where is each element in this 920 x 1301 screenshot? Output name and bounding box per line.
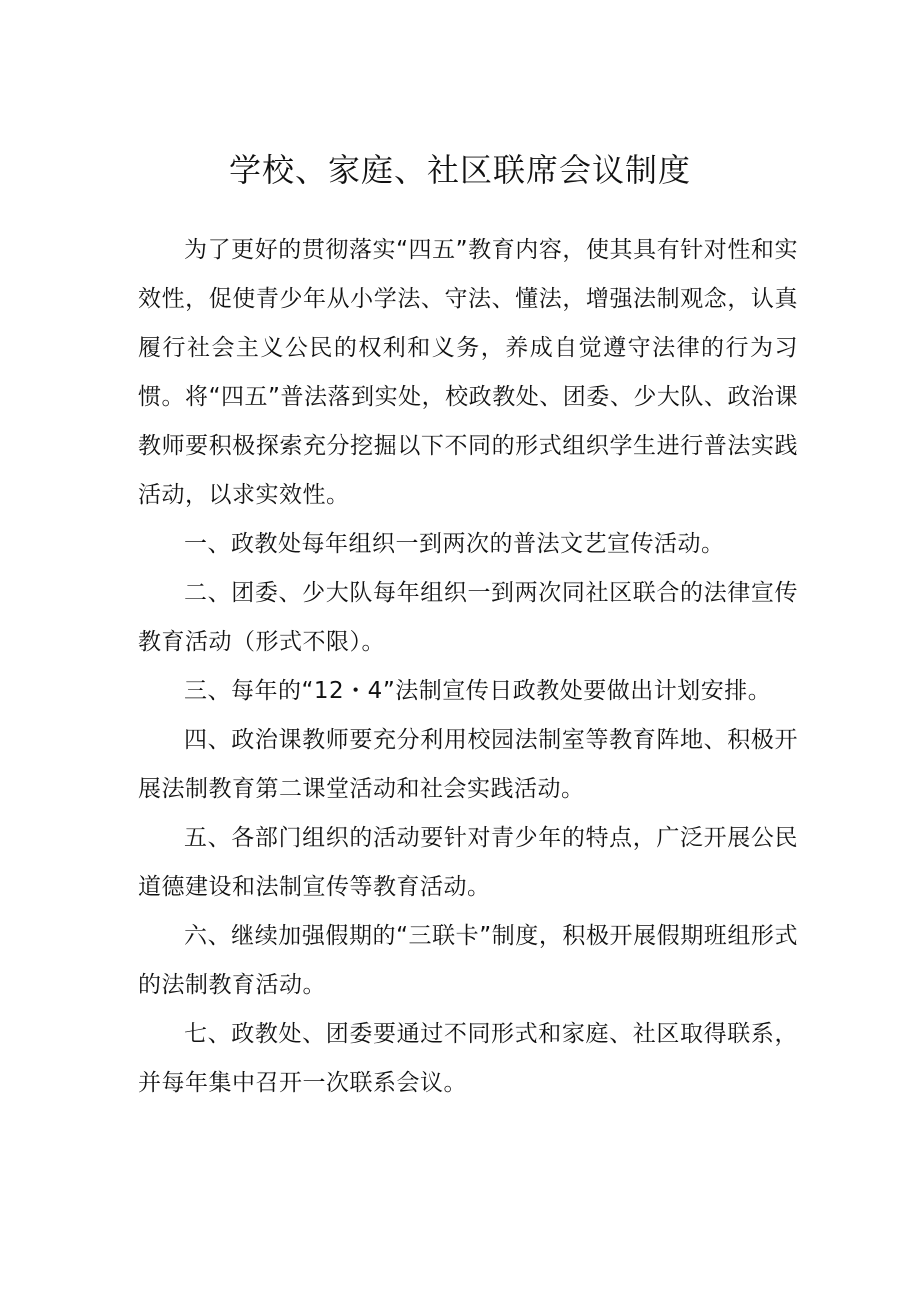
paragraph-item-4: 四、政治课教师要充分利用校园法制室等教育阵地、积极开展法制教育第二课堂活动和社会实践活动。 bbox=[138, 727, 798, 802]
document-title: 学校、家庭、社区联席会议制度 bbox=[228, 151, 691, 189]
document-body bbox=[138, 226, 798, 1108]
paragraph-item-7: 七、政教处、团委要通过不同形式和家庭、社区取得联系，并每年集中召开一次联系会议。 bbox=[138, 1021, 798, 1096]
paragraph-intro: 为了更好的贯彻落实“四五”教育内容，使其具有针对性和实效性，促使青少年从小学法、守法、懂法，增强法制观念，认真履行社会主义公民的权利和义务，养成自觉遵守法律的行为习惯。将“四五”普法落到实处，校政教处、团委、少大队、政治课教师要积极探索充分挖掘以下不同的形式组织学生进行普法实践活动，以求实效性。 bbox=[138, 237, 798, 508]
paragraph-item-6: 六、继续加强假期的“三联卡”制度，积极开展假期班组形式的法制教育活动。 bbox=[138, 923, 798, 998]
paragraph-item-1: 一、政教处每年组织一到两次的普法文艺宣传活动。 bbox=[184, 531, 725, 557]
paragraph-item-5: 五、各部门组织的活动要针对青少年的特点，广泛开展公民道德建设和法制宣传等教育活动。 bbox=[138, 825, 798, 900]
paragraph-item-3: 三、每年的“12・4”法制宣传日政教处要做出计划安排。 bbox=[184, 678, 772, 704]
paragraph-item-2: 二、团委、少大队每年组织一到两次同社区联合的法律宣传教育活动（形式不限）。 bbox=[138, 580, 798, 655]
